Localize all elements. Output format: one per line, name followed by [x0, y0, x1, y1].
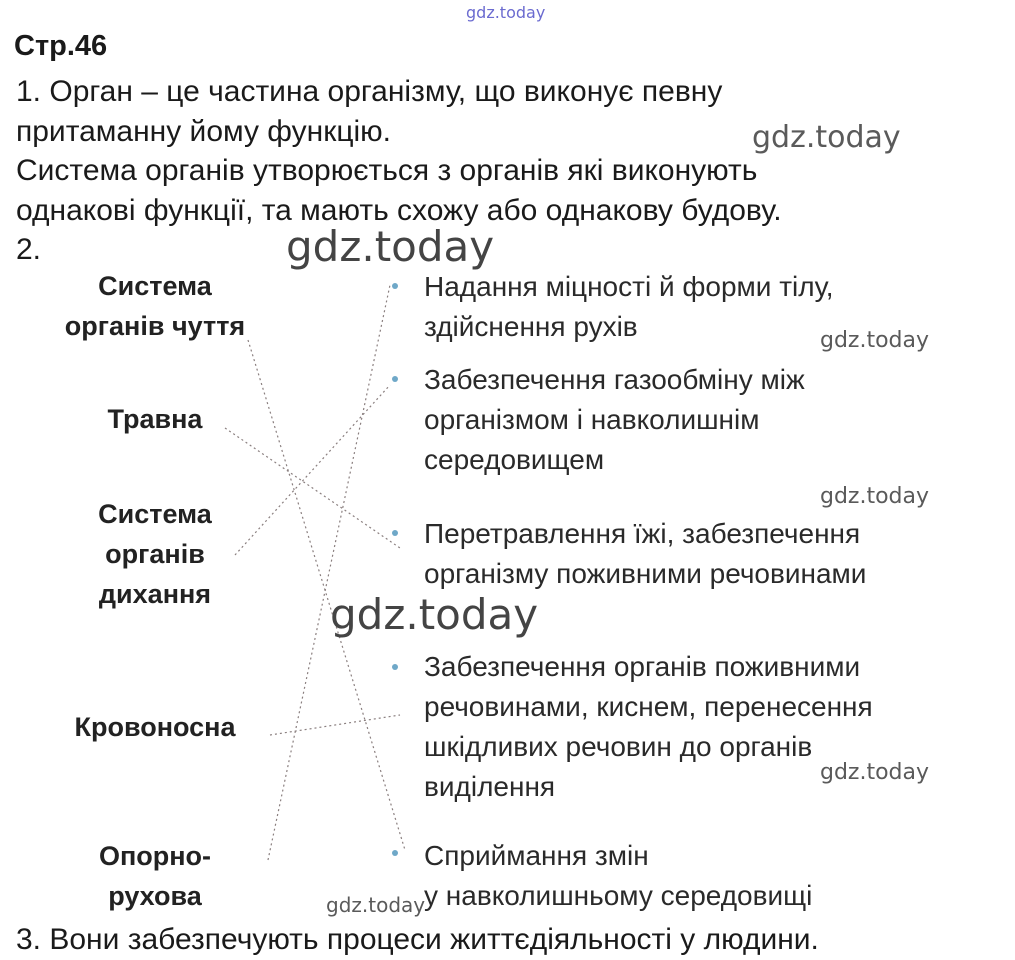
function-line: речовинами, киснем, перенесення [424, 691, 873, 722]
function-line: у навколишньому середовищі [424, 880, 813, 911]
function-perception [424, 836, 812, 916]
bullet-dot [392, 376, 398, 382]
watermark: gdz.today [820, 760, 930, 785]
function-line: Перетравлення їжі, забезпечення [424, 518, 861, 549]
system-respiratory [40, 494, 270, 614]
system-circulatory [40, 707, 270, 747]
q2-number: 2. [16, 233, 42, 266]
function-line: виділення [424, 771, 556, 802]
function-line: середовищем [424, 444, 605, 475]
system-label: дихання [98, 579, 212, 609]
watermark: gdz.today [326, 893, 426, 917]
connector-line [270, 715, 400, 735]
function-digestion [424, 514, 866, 594]
function-support-movement [424, 267, 834, 347]
function-line: Надання міцності й форми тілу, [424, 271, 834, 302]
system-label: Опорно- [98, 841, 212, 871]
system-label: Кровоносна [74, 712, 236, 742]
function-line: організму поживними речовинами [424, 558, 867, 589]
q1-line-2: притаманну йому функцію. [16, 115, 392, 148]
q1-line-4: однакові функції, та мають схожу або однакову будову. [16, 194, 782, 227]
watermark-top: gdz.today [466, 3, 546, 22]
bullet-dot [392, 850, 398, 856]
system-sense-organs [40, 266, 270, 346]
function-line: Сприймання змін [424, 840, 649, 871]
bullet-dot [392, 283, 398, 289]
system-digestive [40, 399, 270, 439]
system-label: Травна [107, 404, 203, 434]
function-line: організмом і навколишнім [424, 404, 760, 435]
function-line: Забезпечення органів поживними [424, 651, 861, 682]
page-label: Стр.46 [14, 30, 108, 62]
function-line: здійснення рухів [424, 311, 638, 342]
function-gas-exchange [424, 360, 805, 480]
function-line: шкідливих речовин до органів [424, 731, 813, 762]
system-musculoskeletal [40, 836, 270, 916]
bullet-dot [392, 664, 398, 670]
q1-line-3: Система органів утворюється з органів які виконують [16, 154, 758, 187]
connector-line [268, 285, 390, 860]
system-label: рухова [108, 881, 202, 911]
function-transport [424, 647, 873, 807]
q3-answer: 3. Вони забезпечують процеси життєдіяльності у людини. [16, 923, 819, 956]
function-line: Забезпечення газообміну між [424, 364, 805, 395]
watermark: gdz.today [286, 222, 495, 271]
watermark: gdz.today [820, 484, 930, 509]
system-label: Система [98, 499, 212, 529]
bullet-dot [392, 530, 398, 536]
system-label: органів [105, 539, 205, 569]
system-label: органів чуття [64, 311, 246, 341]
watermark: gdz.today [330, 590, 539, 639]
watermark: gdz.today [820, 328, 930, 353]
watermark: gdz.today [752, 120, 901, 155]
q1-line-1: 1. Орган – це частина організму, що виконує певну [16, 75, 723, 108]
system-label: Система [98, 271, 212, 301]
